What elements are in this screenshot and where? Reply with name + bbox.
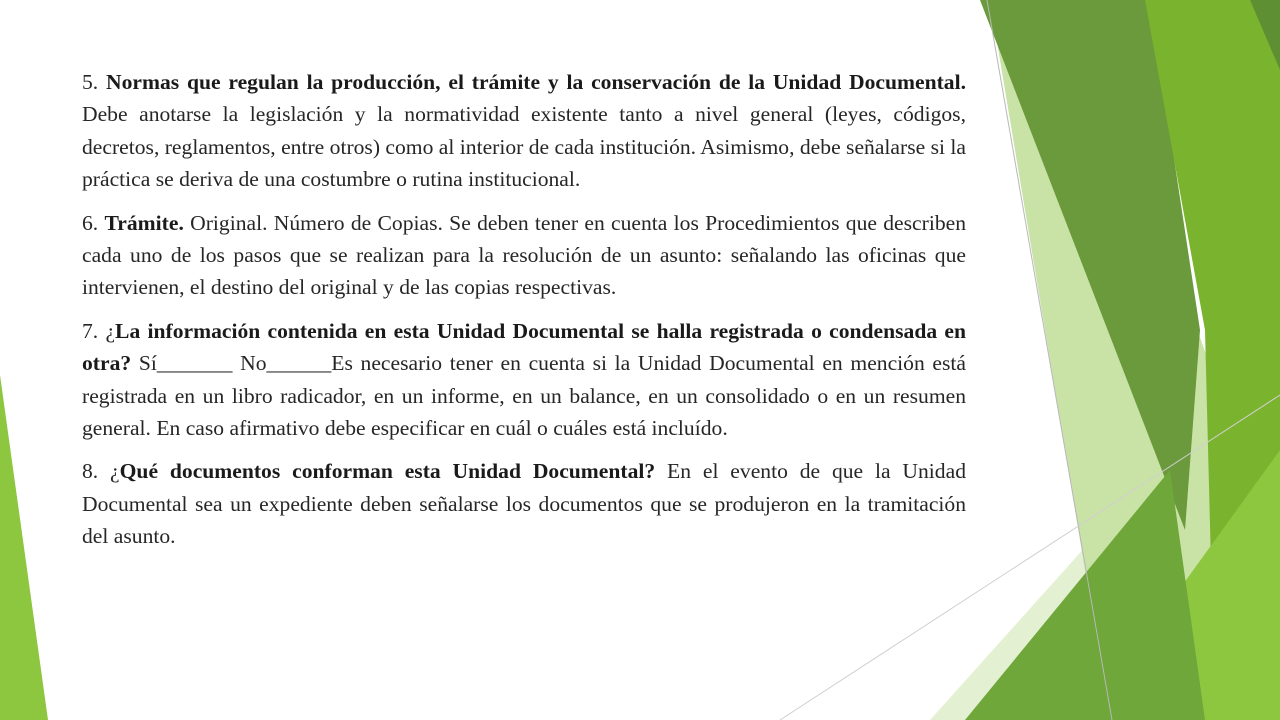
paragraph-7-number: 7. ¿ [82,318,116,343]
paragraph-5-body: Debe anotarse la legislación y la normatividad existente tanto a nivel general (leyes, códigos, decretos, reglamentos, entre otros) como al interior de cada institución. Asimismo, debe señalarse si la práctica se deriva de una costumbre o rutina institucional. [82,102,966,192]
paragraph-6-title: Trámite. [104,210,184,235]
paragraph-7-body: Sí_______ No______Es necesario tener en cuenta si la Unidad Documental en mención está registrada en un libro radicador, en un informe, en un balance, en un consolidado o en un resumen general. En caso afirmativo debe especificar en cuál o cuáles está incluído. [82,351,966,441]
paragraph-6 [82,207,966,304]
paragraph-8 [82,455,966,552]
paragraph-7 [82,315,966,445]
paragraph-8-body: En el evento de que la Unidad Documental sea un expediente deben señalarse los documentos que se produjeron en la tramitación del asunto. [82,459,966,549]
paragraph-5-number: 5. [82,70,99,94]
paragraph-6-body: Original. Número de Copias. Se deben tener en cuenta los Procedimientos que describen cada uno de los pasos que se realizan para la resolución de un asunto: señalando las oficinas que intervienen, el destino del original y de las copias respectivas. [82,210,966,300]
document-body [82,66,966,564]
paragraph-5-title: Normas que regulan la producción, el trámite y la conservación de la Unidad Documental. [106,70,966,94]
paragraph-6-number: 6. [82,210,99,235]
left-edge-shape [0,375,48,720]
paragraph-8-title: Qué documentos conforman esta Unidad Documental? [119,459,656,484]
paragraph-5 [82,66,966,196]
paragraph-7-title: La información contenida en esta Unidad Documental se halla registrada o condensada en otra? [82,318,966,376]
paragraph-8-number: 8. ¿ [82,459,120,484]
